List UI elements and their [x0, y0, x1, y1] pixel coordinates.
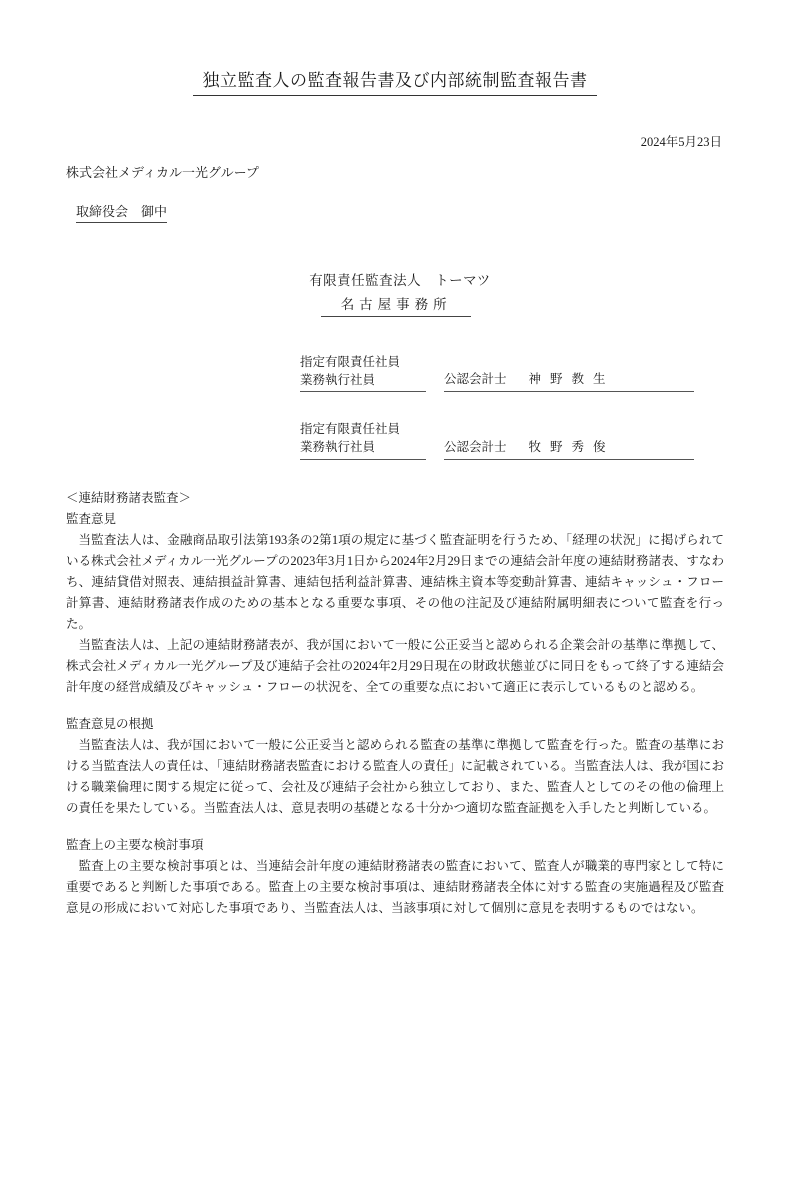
partner-name-block — [444, 369, 694, 392]
partner-title-line2: 業務執行社員 — [300, 440, 376, 455]
partner-qualification: 公認会計士 — [444, 372, 507, 387]
partner-row — [300, 420, 790, 459]
partner-person-name: 神野教生 — [528, 372, 615, 387]
section-subheading-kam: 監査上の主要な検討事項 — [66, 837, 204, 852]
report-date: 2024年5月23日 — [640, 135, 722, 149]
document-page — [0, 66, 790, 1184]
partner-title-line1: 指定有限責任社員 — [300, 422, 401, 437]
section-subheading-audit-opinion: 監査意見 — [66, 511, 117, 526]
audit-firm-inner — [309, 269, 491, 317]
partner-name-block — [444, 437, 694, 460]
page-title: 独立監査人の監査報告書及び内部統制監査報告書 — [202, 71, 588, 90]
addressee-role: 取締役会 御中 — [76, 201, 167, 223]
addressee-company: 株式会社メディカル一光グループ — [66, 165, 259, 180]
partner-title-line2: 業務執行社員 — [300, 373, 376, 388]
section-subheading-basis-for-opinion: 監査意見の根拠 — [66, 716, 154, 731]
audit-firm-office: 名古屋事務所 — [321, 293, 471, 317]
section-heading-consolidated: ＜連結財務諸表監査＞ — [66, 490, 192, 505]
partner-title-line1: 指定有限責任社員 — [300, 355, 401, 369]
paragraph-basis-for-opinion-1: 当監査法人は、我が国において一般に公正妥当と認められる監査の基準に準拠して監査を行った。監査の基準における当監査法人の責任は、「連結財務諸表監査における監査人の責任」に記載されている。当監査法人は、我が国における職業倫理に関する規定に従って、会社及び連結子会社から独立しており、また、監査人としてのその他の倫理上の責任を果たしている。当監査法人は、意見表明の基礎となる十分かつ適切な監査証拠を入手したと判断している。 — [66, 737, 724, 815]
paragraph-audit-opinion-2: 当監査法人は、上記の連結財務諸表が、我が国において一般に公正妥当と認められる企業会計の基準に準拠して、株式会社メディカル一光グループ及び連結子会社の2024年2月29日現在の財政状態並びに同日をもって終了する連結会計年度の経営成績及びキャッシュ・フローの状況を、全ての重要な点において適正に表示しているものと認める。 — [66, 637, 724, 694]
partners-list — [0, 353, 790, 460]
partner-qualification: 公認会計士 — [444, 439, 507, 454]
title-container — [193, 66, 597, 96]
document-body — [0, 488, 790, 919]
addressee-role-container — [0, 201, 790, 223]
paragraph-kam-1: 監査上の主要な検討事項とは、当連結会計年度の連結財務諸表の監査において、監査人が職業的専門家として特に重要であると判断した事項である。監査上の主要な検討事項は、連結財務諸表全体に対する監査の実施過程及び監査意見の形成において対応した事項であり、当監査法人は、当該事項に対して個別に意見を表明するものではない。 — [66, 858, 724, 915]
audit-firm-name: 有限責任監査法人 トーマツ — [309, 273, 491, 288]
partner-title — [300, 353, 426, 392]
partner-person-name: 牧野秀俊 — [528, 439, 615, 454]
paragraph-audit-opinion-1: 当監査法人は、金融商品取引法第193条の2第1項の規定に基づく監査証明を行うため、「経理の状況」に掲げられている株式会社メディカル一光グループの2023年3月1日から2024年2月29日までの連結会計年度の連結財務諸表、すなわち、連結貸借対照表、連結損益計算書、連結包括利益計算書、連結株主資本等変動計算書、連結キャッシュ・フロー計算書、連結財務諸表作成のための基本となる重要な事項、その他の注記及び連結附属明細表について監査を行った。 — [66, 532, 724, 631]
partner-row — [300, 353, 790, 392]
partner-title — [300, 420, 426, 459]
audit-firm-block — [0, 269, 790, 317]
